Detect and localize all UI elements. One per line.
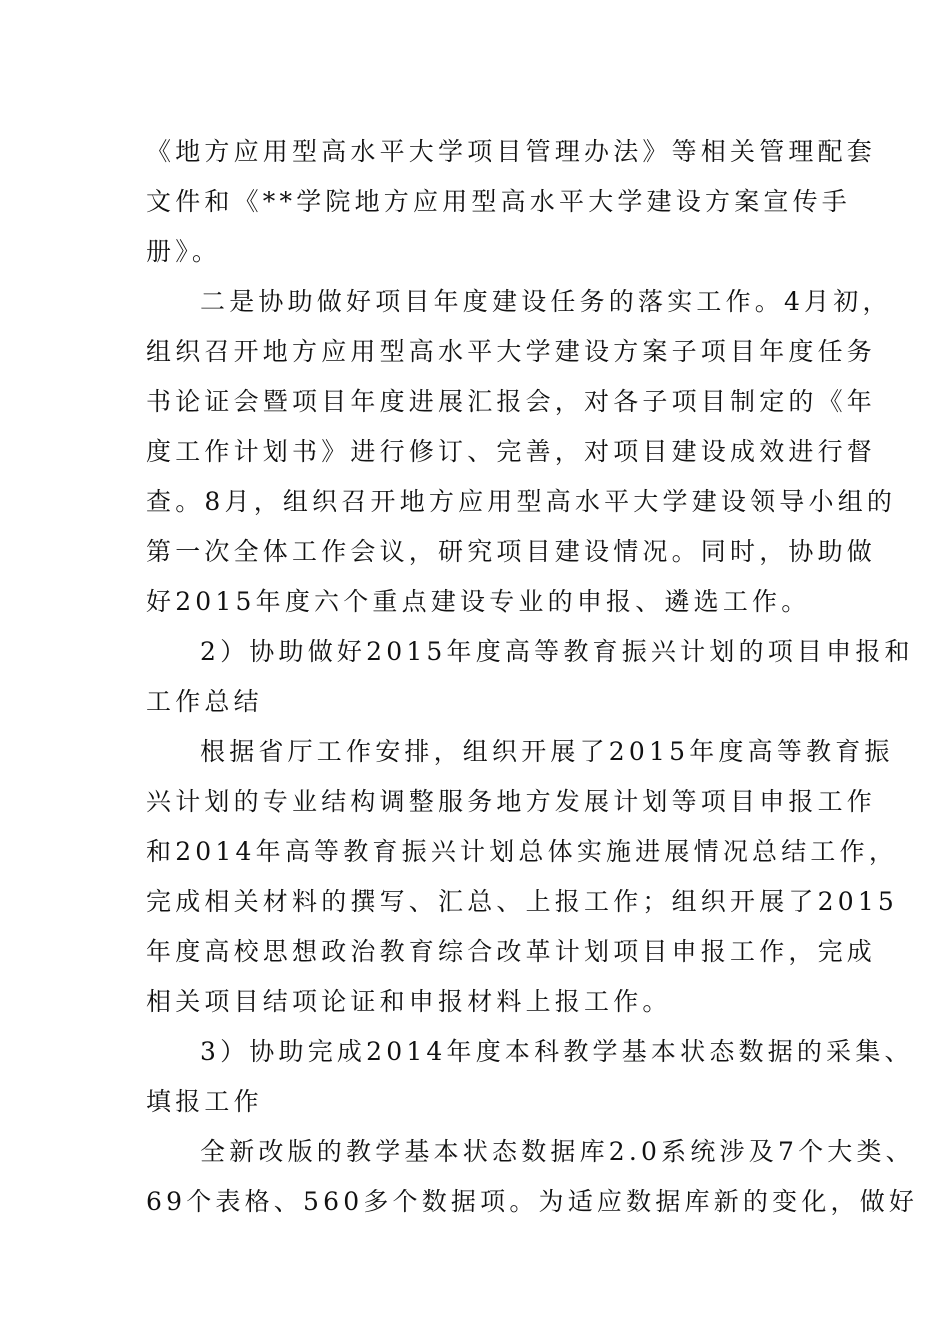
text-line: 册》。: [146, 237, 222, 266]
text-line: 书论证会暨项目年度进展汇报会，对各子项目制定的《年: [146, 387, 877, 416]
paragraph-start-line: 根据省厅工作安排，组织开展了2015年度高等教育振: [200, 737, 894, 766]
text-line: 查。8月，组织召开地方应用型高水平大学建设领导小组的: [146, 487, 897, 516]
section-heading-line: 2）协助做好2015年度高等教育振兴计划的项目申报和: [200, 637, 914, 666]
text-line: 组织召开地方应用型高水平大学建设方案子项目年度任务: [146, 337, 877, 366]
text-line: 度工作计划书》进行修订、完善，对项目建设成效进行督: [146, 437, 877, 466]
section-heading-line: 填报工作: [146, 1087, 263, 1116]
text-line: 年度高校思想政治教育综合改革计划项目申报工作，完成: [146, 937, 877, 966]
section-heading-line: 3）协助完成2014年度本科教学基本状态数据的采集、: [200, 1037, 914, 1066]
text-line: 完成相关材料的撰写、汇总、上报工作；组织开展了2015: [146, 887, 899, 916]
text-line: 第一次全体工作会议，研究项目建设情况。同时，协助做: [146, 537, 877, 566]
section-heading-line: 工作总结: [146, 687, 263, 716]
text-line: 相关项目结项论证和申报材料上报工作。: [146, 987, 672, 1016]
paragraph-start-line: 全新改版的教学基本状态数据库2.0系统涉及7个大类、: [200, 1137, 915, 1166]
text-line: 和2014年高等教育振兴计划总体实施进展情况总结工作，: [146, 837, 899, 866]
text-line: 兴计划的专业结构调整服务地方发展计划等项目申报工作: [146, 787, 877, 816]
paragraph-start-line: 二是协助做好项目年度建设任务的落实工作。4月初，: [200, 287, 892, 316]
document-body: [146, 127, 919, 1227]
text-line: 69个表格、560多个数据项。为适应数据库新的变化，做好: [146, 1187, 919, 1216]
text-line: 《地方应用型高水平大学项目管理办法》等相关管理配套: [146, 137, 877, 166]
text-line: 文件和《**学院地方应用型高水平大学建设方案宣传手: [146, 187, 852, 216]
text-line: 好2015年度六个重点建设专业的申报、遴选工作。: [146, 587, 811, 616]
